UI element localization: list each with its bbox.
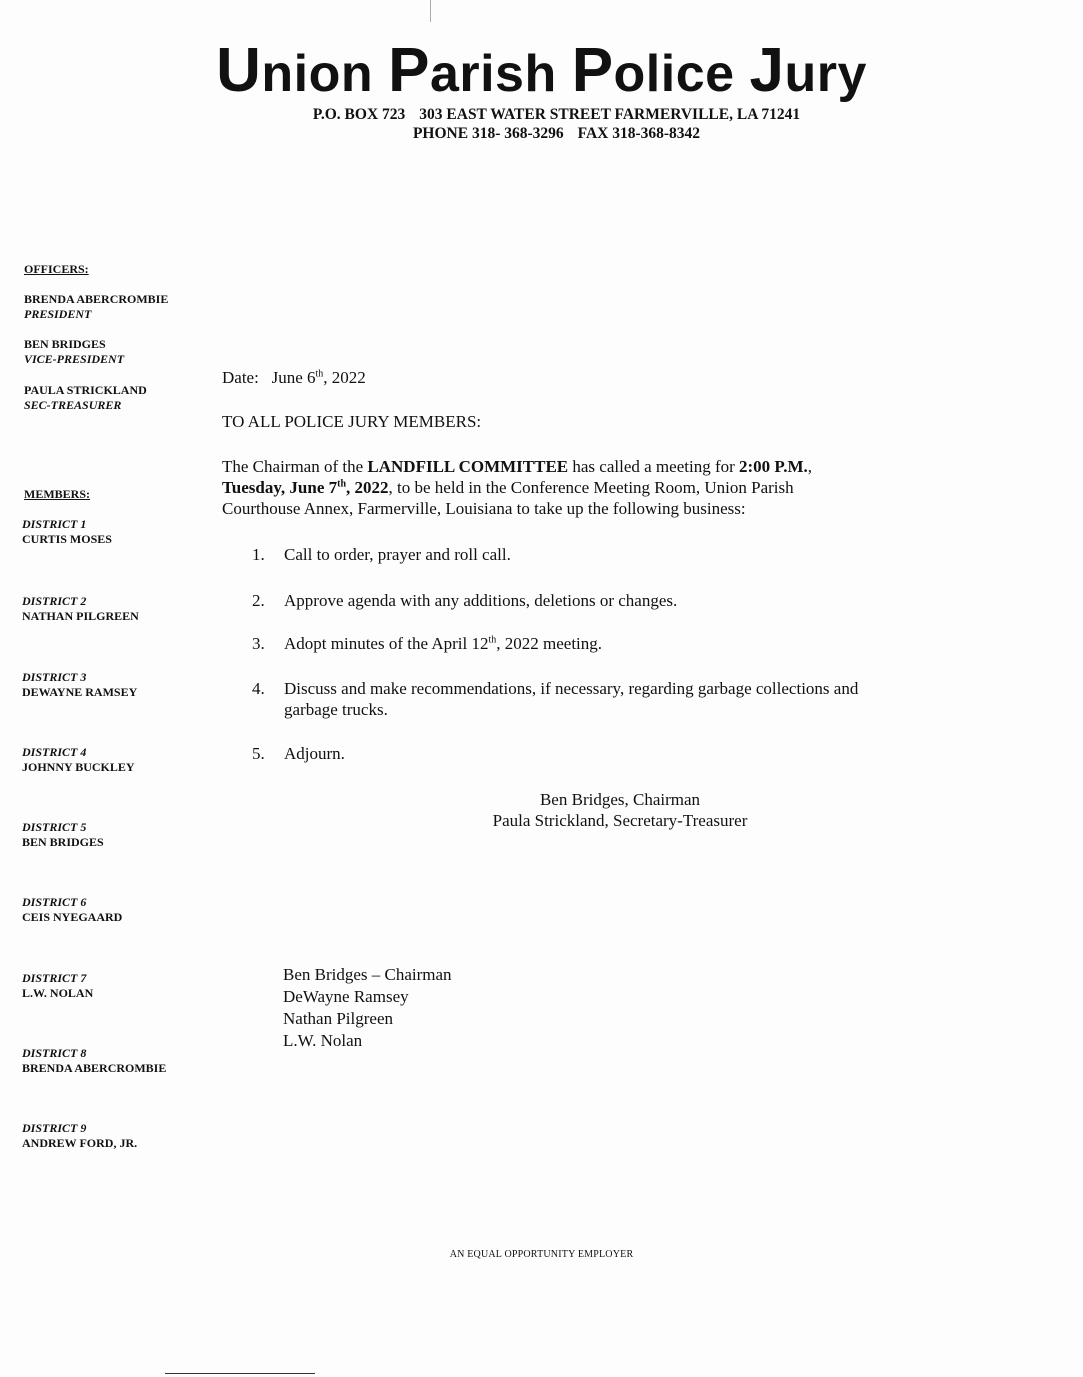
member-entry: DISTRICT 7 L.W. NOLAN — [22, 971, 94, 1000]
title-word: Union — [216, 36, 374, 105]
members-heading: MEMBERS: — [24, 487, 90, 501]
officer-entry: BEN BRIDGES VICE-PRESIDENT — [24, 337, 125, 366]
phone-number: PHONE 318- 368-3296 — [412, 125, 564, 142]
secretary-signature: Paula Strickland, Secretary-Treasurer — [492, 811, 748, 830]
letterhead-title — [0, 36, 1083, 105]
committee-members-list — [283, 964, 452, 1052]
agenda-item: 5. Adjourn. — [252, 744, 345, 763]
committee-member: Nathan Pilgreen — [283, 1009, 393, 1028]
date-line — [222, 367, 366, 388]
member-entry: DISTRICT 6 CEIS NYEGAARD — [22, 895, 123, 924]
street-address: 303 EAST WATER STREET FARMERVILLE, LA 71241 — [419, 106, 801, 123]
title-word: Jury — [749, 36, 867, 105]
address-line — [0, 106, 1083, 125]
signature-block — [420, 789, 820, 831]
agenda-item: 1. Call to order, prayer and roll call. — [252, 545, 511, 564]
chairman-signature: Ben Bridges, Chairman — [539, 790, 701, 809]
title-word: Parish — [388, 36, 557, 105]
committee-name: LANDFILL COMMITTEE — [367, 457, 569, 476]
member-entry: DISTRICT 8 BRENDA ABERCROMBIE — [22, 1046, 167, 1075]
meeting-day: Tuesday, June 7th, 2022 — [222, 478, 389, 497]
member-entry: DISTRICT 3 DEWAYNE RAMSEY — [22, 670, 138, 699]
meeting-time: 2:00 P.M. — [739, 457, 808, 476]
fax-number: FAX 318-368-8342 — [577, 125, 701, 142]
date-label: Date: — [222, 368, 259, 387]
meeting-paragraph: The Chairman of the LANDFILL COMMITTEE has called a meeting for 2:00 P.M., Tuesday, June 7th, 2022, to be held in the Conference Meeting Room, Union Parish Courthouse Annex, Farmerville, Louisiana to take up the following business: — [222, 457, 813, 518]
salutation: TO ALL POLICE JURY MEMBERS: — [222, 412, 482, 431]
contact-line — [0, 125, 1083, 144]
committee-member: Ben Bridges – Chairman — [283, 965, 452, 984]
footer-eoe: AN EQUAL OPPORTUNITY EMPLOYER — [449, 1249, 634, 1260]
po-box: P.O. BOX 723 — [312, 106, 406, 123]
member-entry: DISTRICT 9 ANDREW FORD, JR. — [22, 1121, 138, 1150]
member-entry: DISTRICT 2 NATHAN PILGREEN — [22, 594, 139, 623]
officer-entry: PAULA STRICKLAND SEC-TREASURER — [24, 383, 147, 412]
agenda-item: 2. Approve agenda with any additions, deletions or changes. — [252, 591, 678, 610]
officers-heading: OFFICERS: — [24, 262, 89, 276]
scan-edge-line — [165, 1373, 315, 1374]
agenda-item: 3. Adopt minutes of the April 12th, 2022 meeting. — [252, 634, 603, 653]
committee-member: L.W. Nolan — [283, 1031, 363, 1050]
scan-mark — [430, 0, 431, 22]
agenda-item: 4. Discuss and make recommendations, if necessary, regarding garbage collections and garbage trucks. — [252, 679, 859, 719]
member-entry: DISTRICT 1 CURTIS MOSES — [22, 517, 112, 546]
committee-member: DeWayne Ramsey — [283, 987, 409, 1006]
member-entry: DISTRICT 5 BEN BRIDGES — [22, 820, 104, 849]
member-entry: DISTRICT 4 JOHNNY BUCKLEY — [22, 745, 135, 774]
title-word: Police — [571, 36, 735, 105]
date-value: June 6th, 2022 — [271, 368, 366, 387]
officer-entry: BRENDA ABERCROMBIE PRESIDENT — [24, 292, 169, 321]
